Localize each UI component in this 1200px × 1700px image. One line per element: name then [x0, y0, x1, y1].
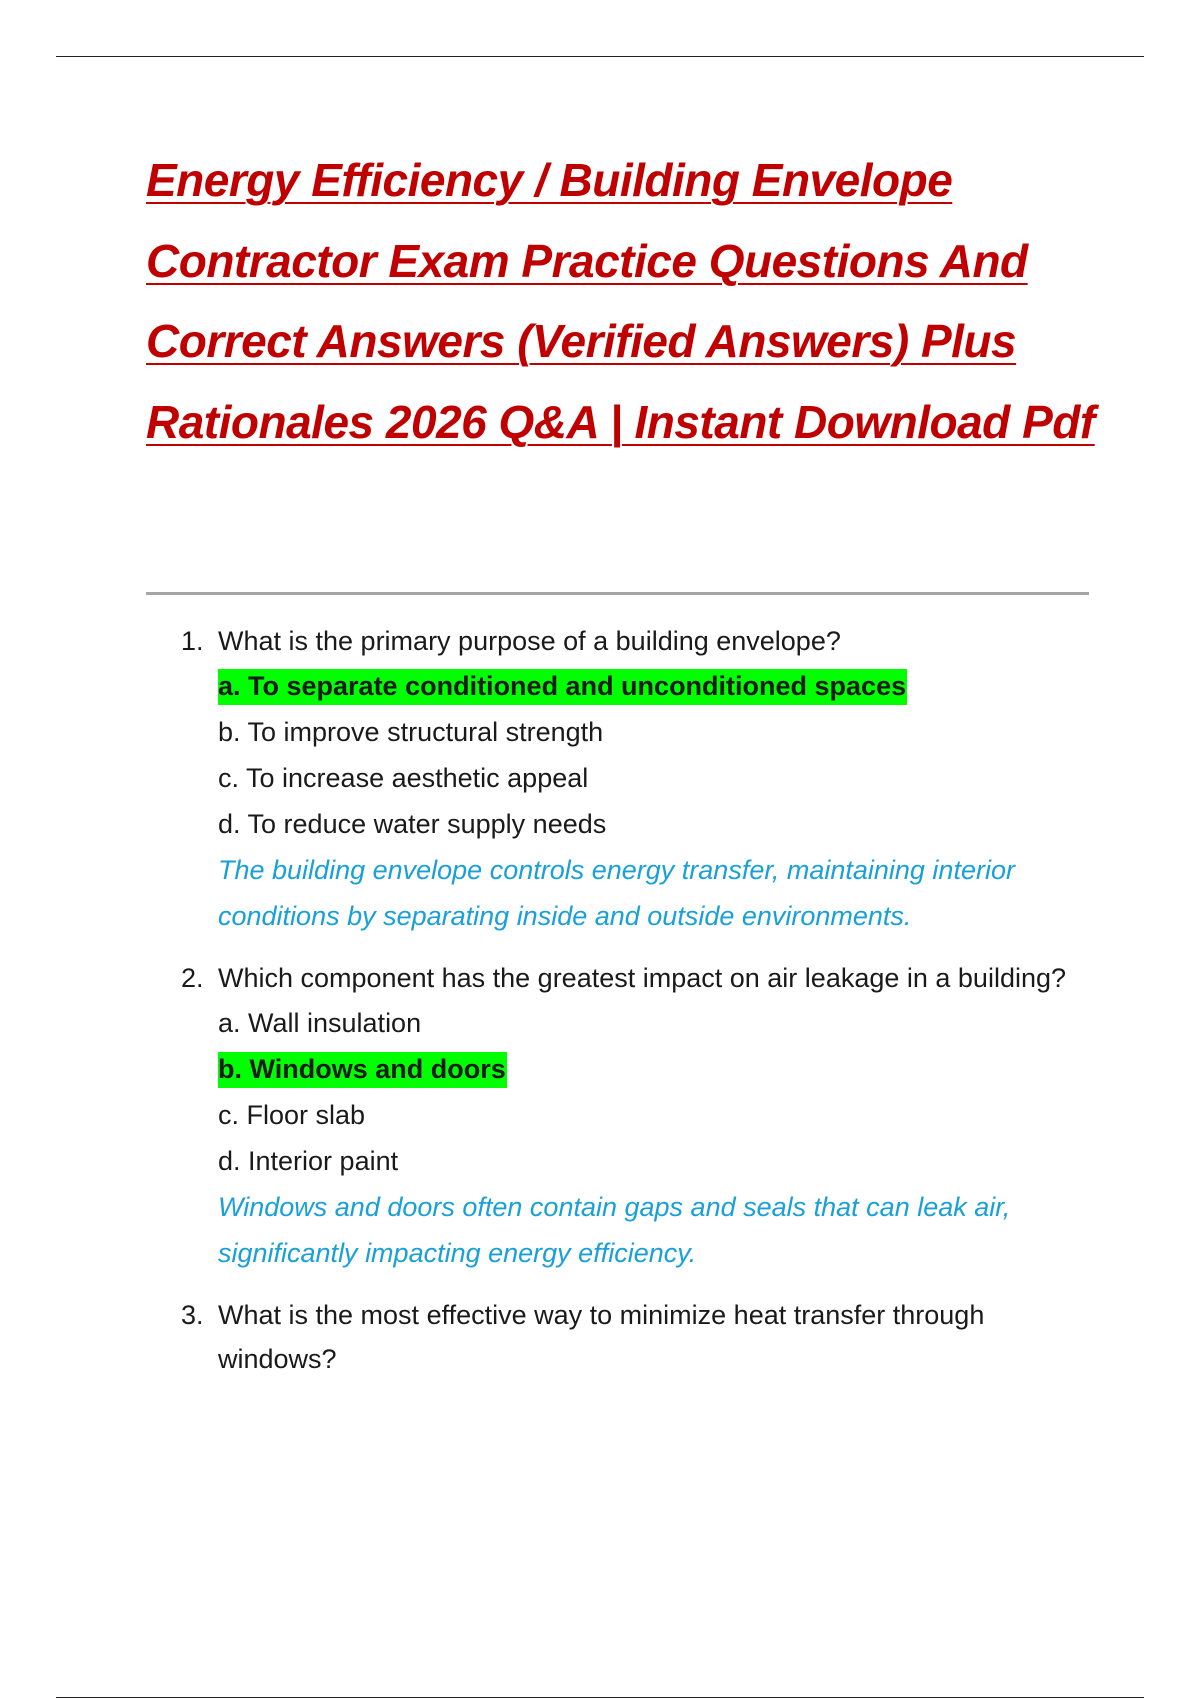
document-title: Energy Efficiency / Building Envelope Contractor Exam Practice Questions And Correct Answers (Verified Answers) Plus Rationales 2026 Q&A | Instant Download Pdf: [146, 154, 1095, 448]
answer-option: d. Interior paint: [218, 1146, 399, 1176]
question-text: Which component has the greatest impact on air leakage in a building?: [218, 963, 1067, 993]
question-item: [0, 1293, 1200, 1381]
question-item: [0, 619, 1200, 939]
correct-answer-highlight: b. Windows and doors: [218, 1052, 507, 1088]
question-list: [0, 619, 1200, 1398]
answer-rationale: Windows and doors often contain gaps and seals that can leak air, significantly impacting energy efficiency.: [218, 1192, 1011, 1268]
answer-option: d. To reduce water supply needs: [218, 809, 607, 839]
title-divider: [146, 592, 1089, 595]
question-text: What is the primary purpose of a building envelope?: [218, 626, 841, 656]
page-top-rule: [56, 56, 1144, 57]
answer-option: a. Wall insulation: [218, 1008, 422, 1038]
correct-answer-highlight: a. To separate conditioned and unconditioned spaces: [218, 669, 907, 705]
question-text: What is the most effective way to minimize heat transfer through windows?: [218, 1300, 985, 1374]
answer-option: c. To increase aesthetic appeal: [218, 763, 589, 793]
answer-rationale: The building envelope controls energy transfer, maintaining interior conditions by separating inside and outside environments.: [218, 855, 1015, 931]
question-number: 1.: [181, 626, 204, 656]
answer-option-correct: [218, 663, 1090, 709]
answer-option: c. Floor slab: [218, 1100, 366, 1130]
page-bottom-rule: [56, 1697, 1144, 1698]
question-number: 3.: [181, 1300, 204, 1330]
answer-option: b. To improve structural strength: [218, 717, 604, 747]
answer-option-correct: [218, 1046, 1090, 1092]
question-number: 2.: [181, 963, 204, 993]
question-item: [0, 956, 1200, 1276]
